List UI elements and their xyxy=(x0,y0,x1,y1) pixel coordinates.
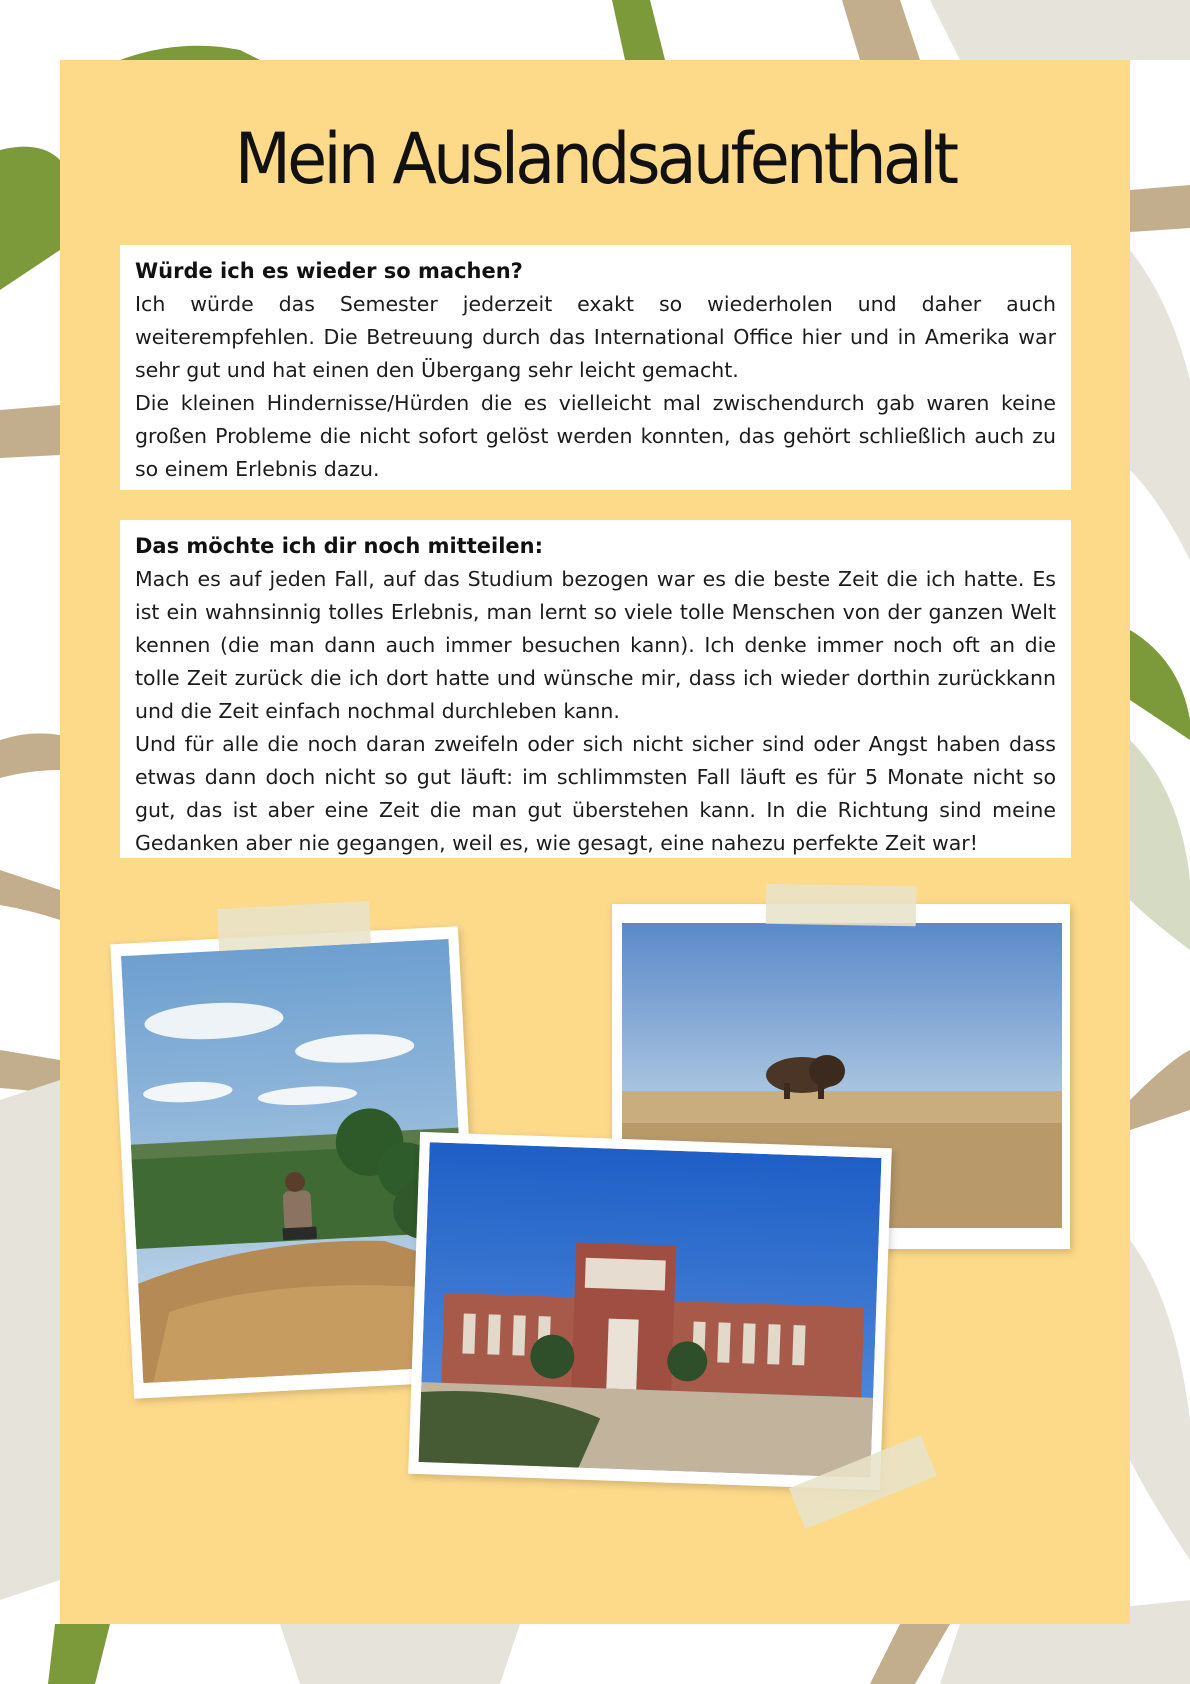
text-box-advice xyxy=(120,520,1071,858)
section-heading: Würde ich es wieder so machen? xyxy=(135,259,523,283)
leaf-green-top xyxy=(612,0,665,60)
leaf-gray-bottom xyxy=(280,1624,520,1684)
leaf-gray-right xyxy=(1130,250,1190,560)
leaf-green-bottom xyxy=(48,1624,110,1684)
section-paragraph: Mach es auf jeden Fall, auf das Studium bezogen war es die beste Zeit die ich hatte. Es ist ein wahnsinnig tolles Erlebnis, man lernt so viele tolle Menschen von der ganzen Welt kennen (die man dann auch immer besuchen kann). Ich denke immer noch oft an die tolle Zeit zurück die ich dort hatte und wünsche mir, dass ich wieder dorthin zurückkann und die Zeit einfach nochmal durchleben kann. xyxy=(135,567,1056,723)
leaf-tan-top xyxy=(842,0,920,60)
leaf-gray-right-low xyxy=(1130,1240,1190,1560)
leaf-tan-right-low xyxy=(1130,1050,1190,1130)
section-paragraph: Die kleinen Hindernisse/Hürden die es vielleicht mal zwischendurch gab waren keine großen Probleme die nicht sofort gelöst werden konnten, das gehört schließlich auch zu so einem Erlebnis dazu. xyxy=(135,391,1056,481)
leaf-tan-left-3 xyxy=(0,870,60,920)
leaf-tan-left-2 xyxy=(0,733,60,778)
section-heading: Das möchte ich dir noch mitteilen: xyxy=(135,534,543,558)
text-box-repeat xyxy=(120,245,1071,490)
page-title: Mein Auslandsaufenthalt xyxy=(234,118,956,200)
tape-strip xyxy=(766,884,917,927)
leaf-gray-top-right xyxy=(930,0,1190,60)
leaf-green-right xyxy=(1130,630,1190,740)
photo-university-building xyxy=(408,1132,892,1490)
section-paragraph: Ich würde das Semester jederzeit exakt so wiederholen und daher auch weiterempfehlen. Die Betreuung durch das International Office hier und in Amerika war sehr gut und hat einen den Übergang sehr leicht gemacht. xyxy=(135,292,1056,382)
leaf-tan-bottom xyxy=(870,1624,950,1684)
leaf-gray-right-mid xyxy=(1130,740,1190,950)
leaf-green-top-left xyxy=(120,46,260,60)
tape-strip xyxy=(217,901,371,951)
leaf-tan-right xyxy=(1130,185,1190,232)
leaf-tan-left xyxy=(0,405,60,458)
section-paragraph: Und für alle die noch daran zweifeln oder sich nicht sicher sind oder Angst haben dass etwas dann doch nicht so gut läuft: im schlimmsten Fall läuft es für 5 Monate nicht so gut, das ist aber eine Zeit die man gut überstehen kann. In die Richtung sind meine Gedanken aber nie gegangen, weil es, wie gesagt, eine nahezu perfekte Zeit war! xyxy=(135,732,1056,855)
leaf-green-left xyxy=(0,147,60,290)
leaf-gray-left xyxy=(0,1080,60,1600)
building-scene-image xyxy=(419,1142,882,1478)
